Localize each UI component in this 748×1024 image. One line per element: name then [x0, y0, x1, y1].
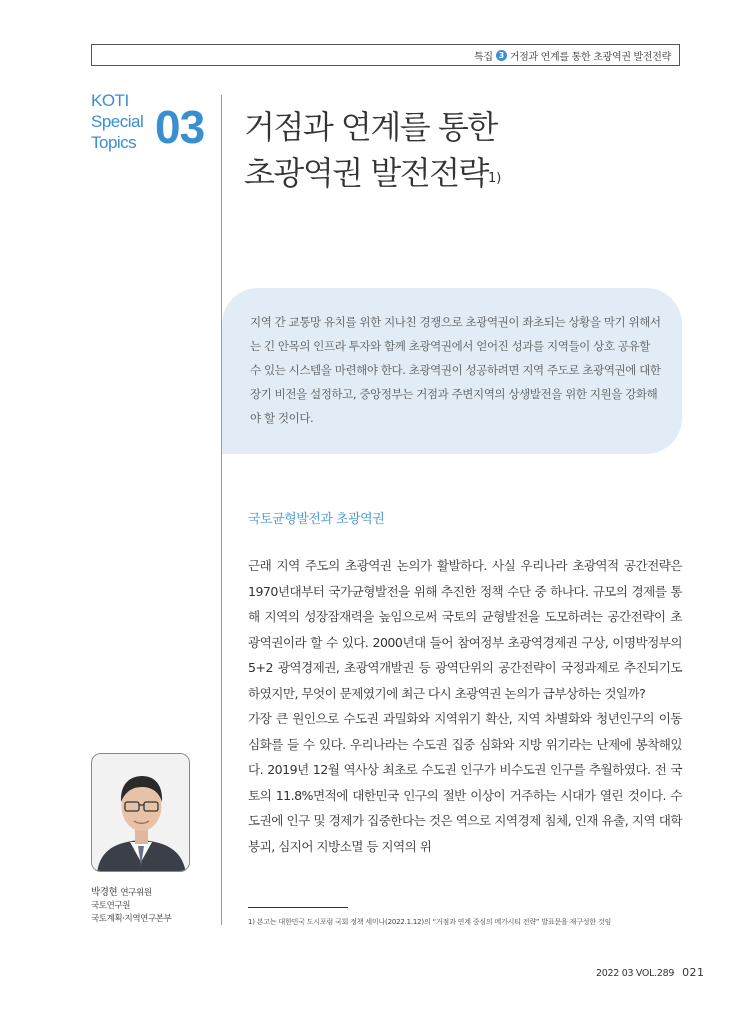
body-paragraph-1: 근래 지역 주도의 초광역권 논의가 활발하다. 사실 우리나라 초광역적 공간전략은 1970년대부터 국가균형발전을 위해 추진한 정책 수단 중 하나다. 규모의 경제를 통해 지역의 성장잠재력을 높임으로써 국토의 균형발전을 도모하려는 공간전략이 초광역권이라 할 수 있다. 2000년대 들어 참여정부 초광역경제권 구상, 이명박정부의 5+2 광역경제권, 초광역개발권 등 광역단위의 공간전략이 국정과제로 추진되기도 하였지만, 무엇이 문제였기에 최근 다시 초광역권 논의가 급부상하는 것일까? — [248, 558, 682, 701]
title-line-2: 초광역권 발전전략$^{1)}$ — [244, 154, 502, 192]
series-line-3: Topics — [91, 133, 137, 152]
page-footer — [596, 966, 705, 979]
author-name: 박경현 — [91, 887, 118, 898]
page-number: 021 — [682, 966, 705, 979]
series-line-1: KOTI — [91, 91, 129, 110]
title-line-1: 거점과 연계를 통한 — [244, 108, 497, 146]
author-photo — [91, 753, 190, 872]
article-abstract: 지역 간 교통망 유치를 위한 지나친 경쟁으로 초광역권이 좌초되는 상황을 막기 위해서는 긴 안목의 인프라 투자와 함께 초광역권에서 얻어진 성과를 지역들이 상호 공유할 수 있는 시스템을 마련해야 한다. 초광역권이 성공하려면 지역 주도로 초광역권에 대한 장기 비전을 설정하고, 중앙정부는 거점과 주변지역의 상생발전을 위한 지원을 강화해야 할 것이다. — [222, 288, 682, 454]
series-line-2: Special — [91, 112, 144, 131]
author-role: 연구위원 — [120, 888, 152, 898]
vertical-divider — [221, 95, 222, 925]
author-org-1: 국토연구원 — [91, 901, 131, 911]
author-org-2: 국토계획·지역연구본부 — [91, 914, 172, 924]
series-number: 03 — [155, 101, 205, 153]
issue-info: 2022 03 VOL.289 — [596, 968, 675, 979]
body-paragraph-2: 가장 큰 원인으로 수도권 과밀화와 지역위기 확산, 지역 차별화와 청년인구의 이동 심화를 들 수 있다. 우리나라는 수도권 집중 심화와 지방 위기라는 난제에 봉착해있다. 2019년 12월 역사상 최초로 수도권 인구가 비수도권 인구를 추월하였다. 전 국토의 11.8%면적에 대한민국 인구의 절반 이상이 거주하는 시대가 열린 것이다. 수도권에 인구 및 경제가 집중한다는 것은 역으로 지역경제 침체, 인재 유출, 지역 대학 붕괴, 심지어 지방소멸 등 지역의 위 — [248, 711, 682, 854]
header-section: 특집 — [473, 51, 493, 63]
title-footnote-mark[interactable]: 1) — [487, 171, 502, 186]
section-heading: 국토균형발전과 초광역권 — [248, 512, 385, 527]
footnote: 1) 본고는 대한민국 도시포럼 국회 정책 세미나(2022.1.12)의 “거점과 연계 중심의 메가시티 전략” 발표문을 재구성한 것임 — [248, 918, 612, 926]
article-body — [248, 553, 682, 859]
running-header — [91, 44, 680, 66]
author-info — [91, 886, 171, 926]
author-portrait-image — [92, 754, 190, 872]
header-topic: 거점과 연계를 통한 초광역권 발전전략 — [509, 51, 671, 63]
article-title — [244, 104, 501, 196]
header-number-badge: 3 — [496, 50, 507, 61]
footnote-divider — [248, 907, 348, 908]
author-name-line — [91, 886, 171, 900]
